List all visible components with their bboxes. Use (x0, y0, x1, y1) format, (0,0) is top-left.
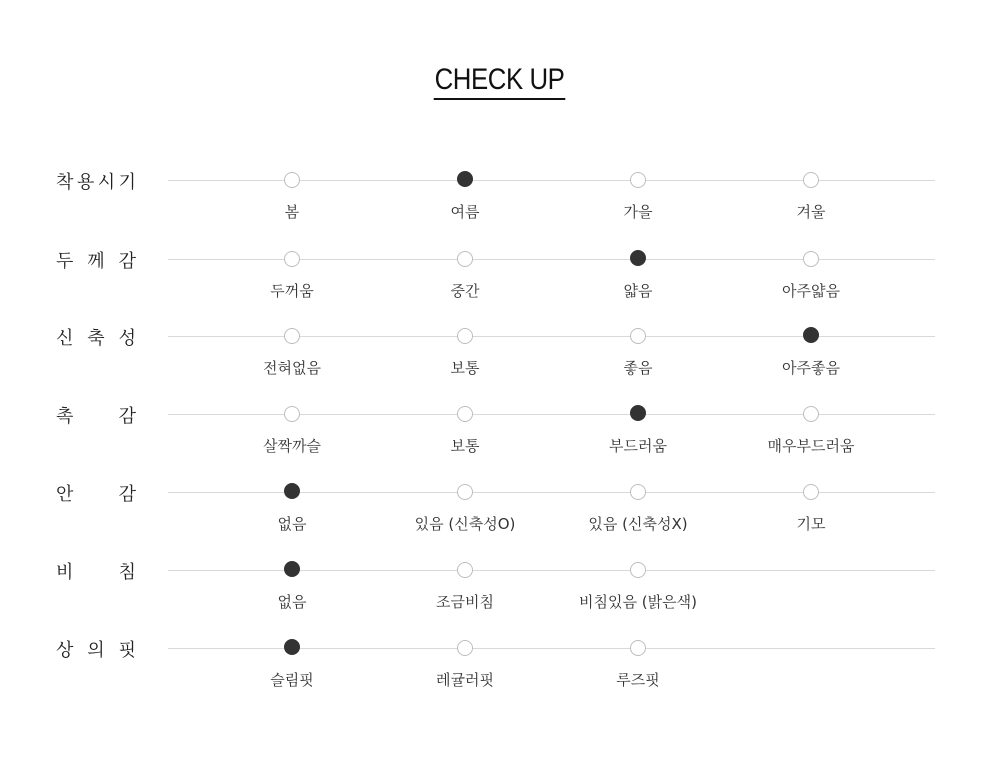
row-label-char: 시 (97, 172, 116, 193)
option-dot (630, 640, 646, 656)
row-label (56, 402, 136, 428)
option-dot (284, 328, 300, 344)
option-label: 살짝까슬 (263, 437, 321, 455)
row-label (56, 558, 136, 584)
row-label (56, 480, 136, 506)
option-dot (457, 562, 473, 578)
option-label: 조금비침 (436, 593, 494, 611)
option-label: 전혀없음 (263, 359, 321, 377)
row-label-char: 성 (118, 328, 136, 349)
option-dot (284, 172, 300, 188)
option-label: 얇음 (623, 282, 653, 300)
checkup-row (0, 172, 1000, 240)
option-label: 가을 (623, 203, 653, 221)
option-dot (803, 172, 819, 188)
option-label: 기모 (796, 515, 826, 533)
row-label-char: 두 (56, 251, 74, 272)
option-dot (457, 251, 473, 267)
checkup-row (0, 640, 1000, 708)
row-label (56, 636, 136, 662)
row-track (168, 492, 935, 493)
row-label-char: 상 (56, 640, 74, 661)
row-label-char: 핏 (118, 640, 136, 661)
option-dot (630, 562, 646, 578)
option-dot (803, 484, 819, 500)
row-label-char: 용 (76, 172, 95, 193)
option-label: 아주좋음 (782, 359, 840, 377)
option-label: 있음 (신축성O) (414, 515, 516, 533)
option-label: 보통 (450, 437, 480, 455)
option-label: 좋음 (623, 359, 653, 377)
row-label-char: 신 (56, 328, 74, 349)
option-dot (457, 640, 473, 656)
row-label-char: 기 (118, 172, 136, 193)
option-dot (630, 484, 646, 500)
option-dot (803, 406, 819, 422)
row-label-char: 안 (56, 484, 74, 505)
option-label: 봄 (284, 203, 300, 221)
checkup-row (0, 251, 1000, 319)
row-label-char: 촉 (56, 406, 74, 427)
row-label (56, 168, 136, 194)
row-track (168, 570, 935, 571)
row-label-char: 감 (118, 251, 136, 272)
option-label: 중간 (450, 282, 480, 300)
row-label-char: 의 (87, 640, 105, 661)
option-dot (630, 328, 646, 344)
option-dot (630, 172, 646, 188)
option-label: 있음 (신축성X) (588, 515, 688, 533)
option-label: 매우부드러움 (767, 437, 855, 455)
option-label: 두꺼움 (270, 282, 314, 300)
option-label: 레귤러핏 (436, 671, 494, 689)
option-label: 여름 (450, 203, 480, 221)
option-label: 아주얇음 (782, 282, 840, 300)
option-dot (457, 406, 473, 422)
row-track (168, 648, 935, 649)
row-label-char: 비 (56, 562, 74, 583)
option-label: 없음 (277, 593, 307, 611)
selected-dot (457, 171, 473, 187)
row-label-char: 축 (87, 328, 105, 349)
checkup-row (0, 406, 1000, 474)
row-label-char: 께 (87, 251, 105, 272)
header (0, 62, 1000, 100)
option-label: 부드러움 (609, 437, 667, 455)
option-dot (457, 328, 473, 344)
row-label-char: 감 (118, 484, 136, 505)
checkup-row (0, 328, 1000, 396)
option-dot (284, 406, 300, 422)
option-label: 슬림핏 (270, 671, 314, 689)
option-dot (803, 251, 819, 267)
option-label: 루즈핏 (616, 671, 660, 689)
page-title: CHECK UP (434, 62, 566, 100)
checkup-row (0, 562, 1000, 630)
option-label: 비침있음 (밝은색) (579, 593, 697, 611)
selected-dot (630, 250, 646, 266)
option-label: 보통 (450, 359, 480, 377)
option-dot (457, 484, 473, 500)
row-label (56, 247, 136, 273)
selected-dot (630, 405, 646, 421)
selected-dot (803, 327, 819, 343)
option-label: 겨울 (796, 203, 826, 221)
checkup-row (0, 484, 1000, 552)
option-dot (284, 251, 300, 267)
option-label: 없음 (277, 515, 307, 533)
row-label-char: 착 (56, 172, 74, 193)
row-label (56, 324, 136, 350)
row-label-char: 감 (118, 406, 136, 427)
row-label-char: 침 (118, 562, 136, 583)
selected-dot (284, 639, 300, 655)
selected-dot (284, 561, 300, 577)
selected-dot (284, 483, 300, 499)
